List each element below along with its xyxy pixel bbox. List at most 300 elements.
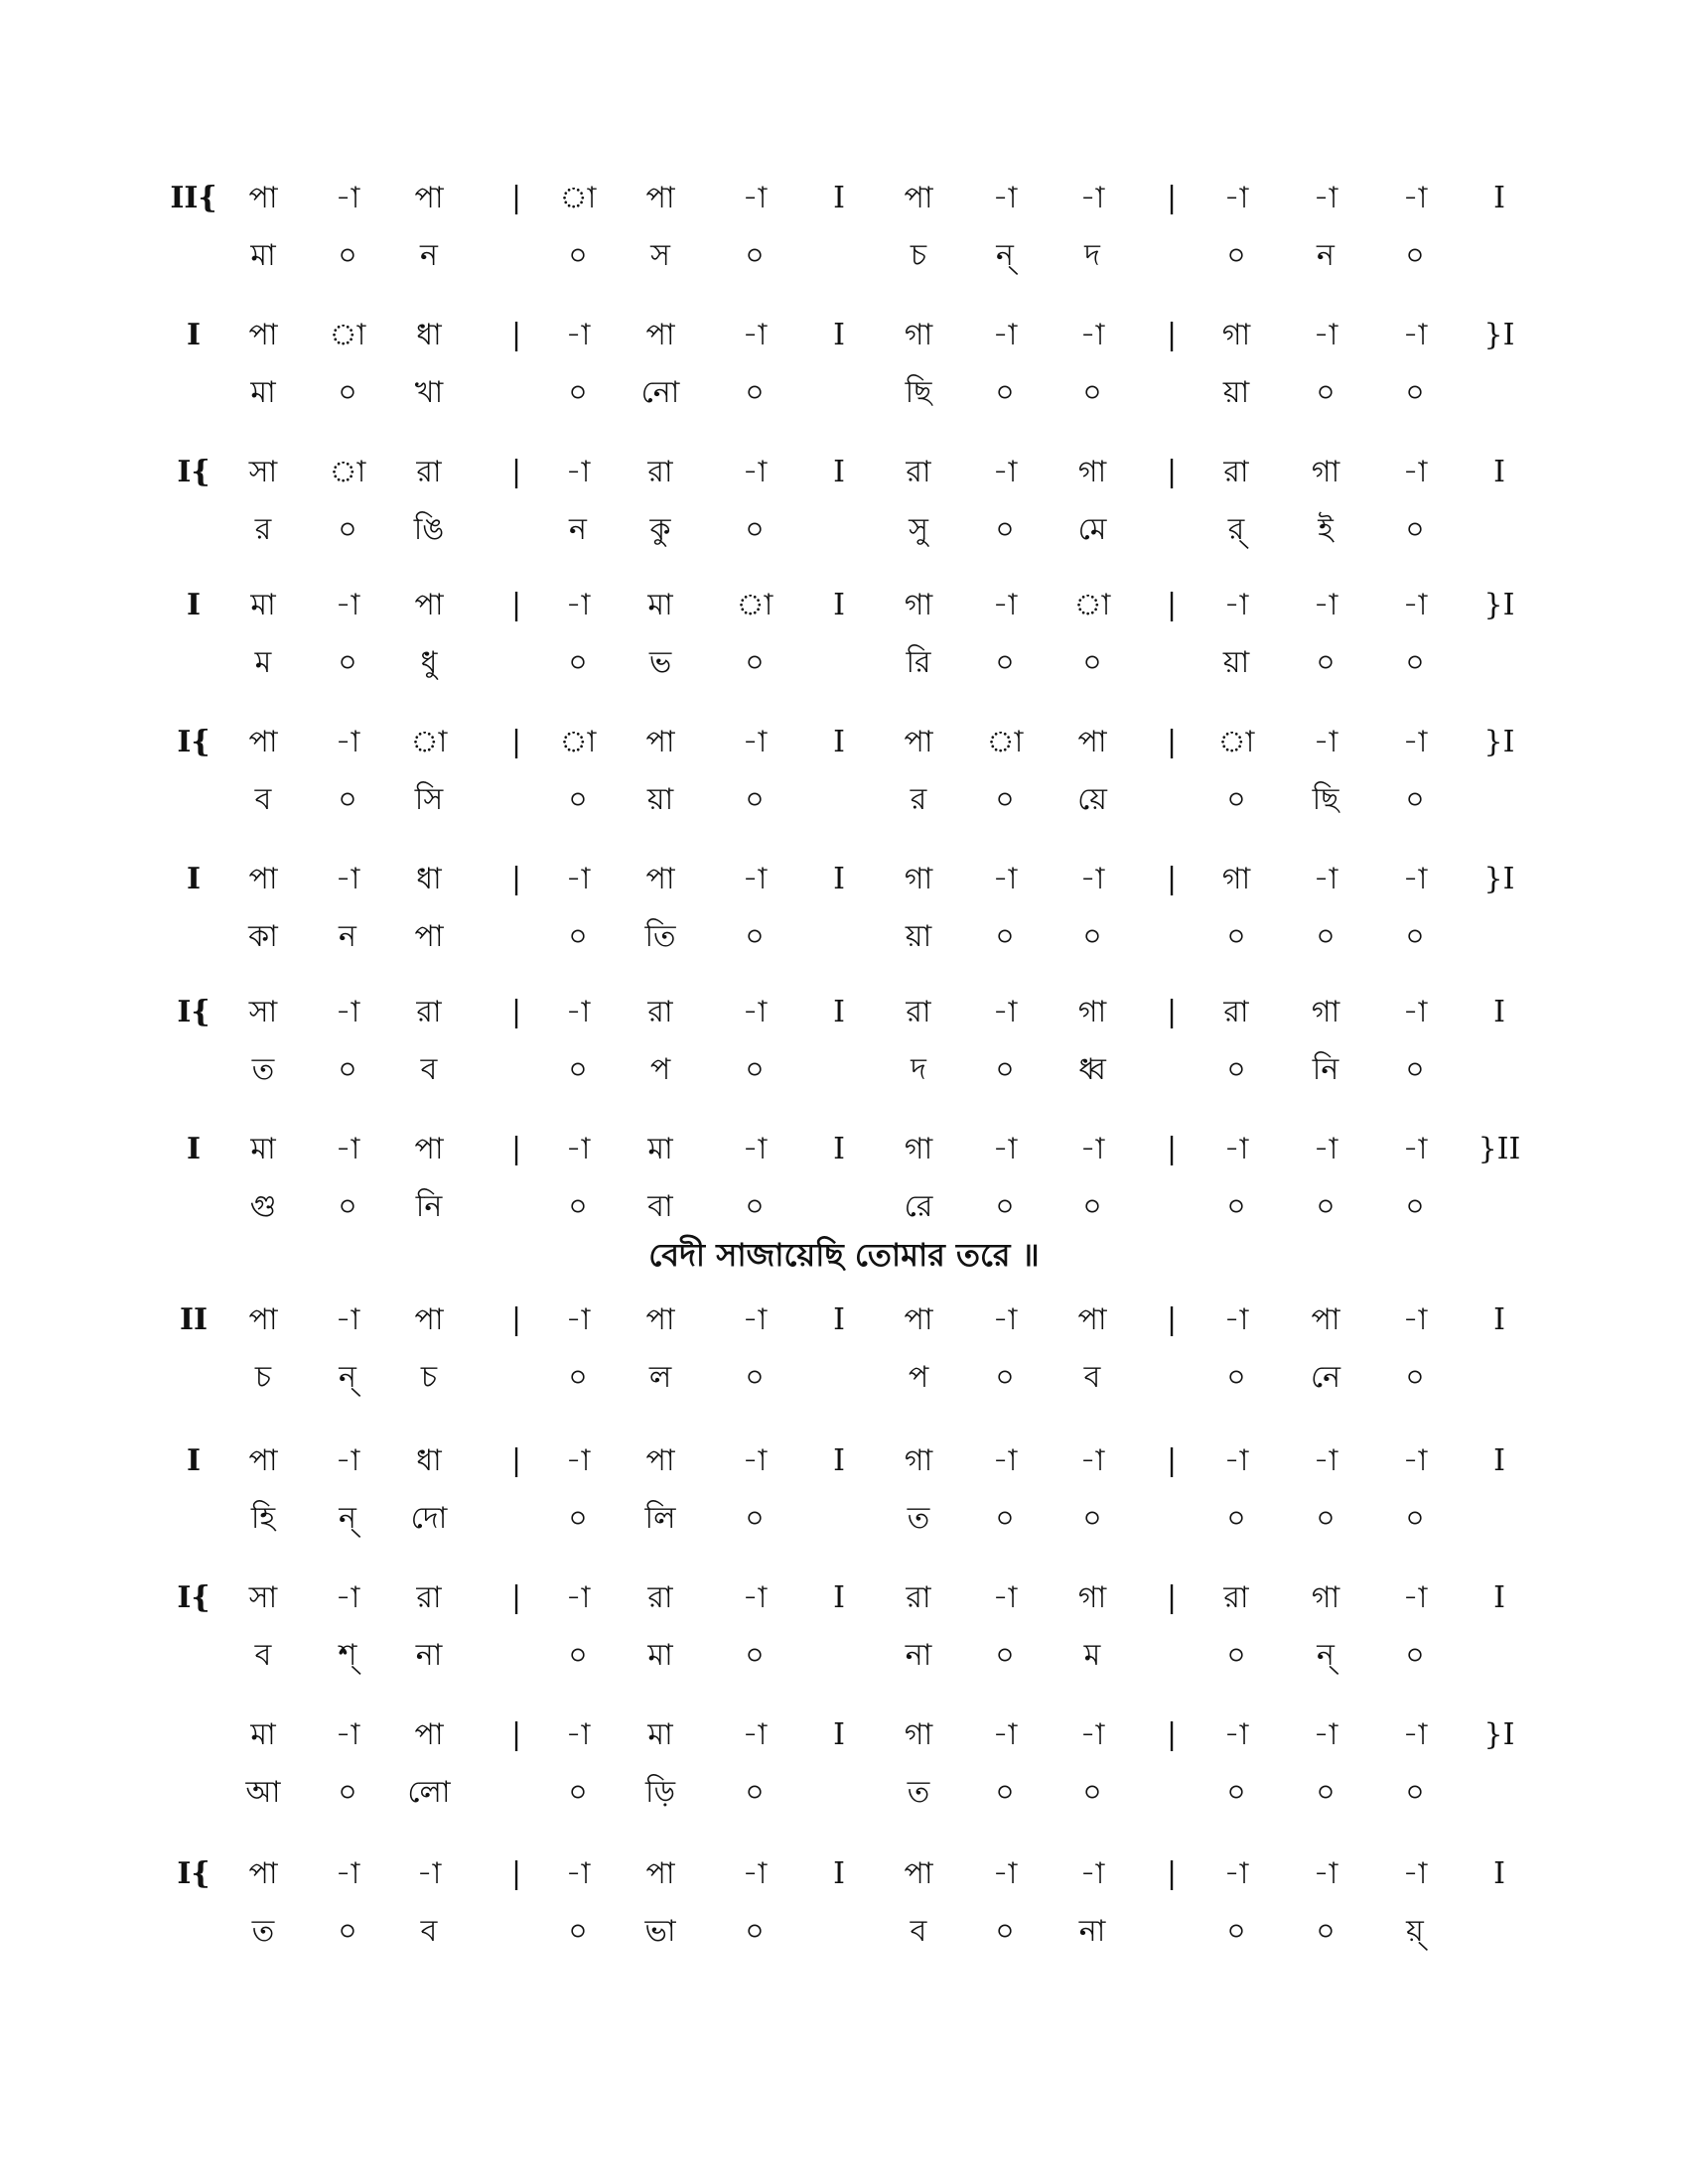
swara-note: -া (1313, 725, 1338, 759)
swara-note: পা (248, 862, 278, 896)
swara-note: -া (992, 1132, 1018, 1166)
lyric-syllable: ০ (1316, 1914, 1336, 1949)
barline: | (1166, 1302, 1178, 1337)
lyric-syllable: ০ (568, 1189, 588, 1224)
swara-note: -া (335, 862, 360, 896)
start-barline: I (186, 318, 202, 352)
swara-note: -া (565, 455, 591, 489)
lyric-syllable: ০ (995, 919, 1015, 954)
swara-note: া (410, 725, 448, 759)
lyric-syllable: ০ (1226, 1638, 1246, 1673)
lyric-syllable: মে (1077, 512, 1107, 547)
lyric-syllable: ব (254, 782, 272, 817)
swara-note: -া (1402, 1717, 1428, 1752)
swara-note: পা (645, 1302, 675, 1337)
barline: | (510, 1302, 522, 1337)
lyric-syllable: ০ (568, 919, 588, 954)
swara-note: -া (1223, 588, 1249, 622)
barline: | (1166, 1717, 1178, 1752)
lyric-syllable: ০ (568, 1638, 588, 1673)
swara-note: -া (1223, 1443, 1249, 1478)
swara-note: -া (565, 1856, 591, 1891)
swara-note: -া (335, 181, 360, 215)
swara-note: -া (1079, 862, 1105, 896)
start-barline: II (179, 1302, 209, 1337)
swara-note: গা (904, 862, 933, 896)
swara-note: রা (647, 995, 673, 1029)
notation-system (0, 586, 1688, 715)
swara-note: গা (1077, 455, 1107, 489)
swara-note: গা (904, 1717, 933, 1752)
swara-note: -া (992, 1580, 1018, 1615)
swara-note: পা (414, 1717, 444, 1752)
end-barline: }I (1483, 725, 1515, 759)
lyric-syllable: ০ (1405, 1775, 1425, 1810)
lyric-syllable: রি (906, 645, 931, 680)
lyric-syllable: ০ (995, 645, 1015, 680)
swara-note: রা (416, 455, 442, 489)
swara-note: মা (250, 1132, 276, 1166)
swara-note: -া (742, 455, 768, 489)
swara-note: -া (1313, 862, 1338, 896)
lyric-syllable: ০ (745, 238, 765, 273)
swara-note: মা (647, 1132, 673, 1166)
lyric-syllable: প (649, 1052, 671, 1087)
swara-note: গা (904, 1132, 933, 1166)
lyric-syllable: ০ (338, 782, 357, 817)
lyric-syllable: ০ (745, 512, 765, 547)
lyric-syllable: ০ (995, 375, 1015, 410)
barline: | (510, 1856, 522, 1891)
swara-note: -া (1402, 1443, 1428, 1478)
lyric-syllable: নি (415, 1189, 443, 1224)
notation-system (0, 993, 1688, 1122)
lyric-syllable: ০ (1405, 512, 1425, 547)
swara-note: গা (904, 1443, 933, 1478)
lyric-syllable: ০ (1405, 1189, 1425, 1224)
notation-system (0, 1441, 1688, 1570)
swara-note: -া (992, 455, 1018, 489)
swara-note: -া (1402, 1302, 1428, 1337)
swara-note: পা (645, 725, 675, 759)
lyric-syllable: ০ (338, 1914, 357, 1949)
lyric-syllable: বা (647, 1189, 673, 1224)
lyric-syllable: ০ (995, 1360, 1015, 1395)
lyric-syllable: ০ (338, 1775, 357, 1810)
lyric-syllable: ০ (745, 375, 765, 410)
start-barline: I (186, 1443, 202, 1478)
lyric-syllable: ন (420, 238, 438, 273)
barline: | (510, 455, 522, 489)
lyric-syllable: ০ (995, 782, 1015, 817)
barline: | (1166, 1443, 1178, 1478)
lyric-syllable: ০ (1082, 1501, 1102, 1536)
lyric-syllable: ০ (1226, 1052, 1246, 1087)
lyric-syllable: র্ (1227, 512, 1245, 547)
lyric-syllable: ন্ (339, 1501, 356, 1536)
swara-note: -া (1223, 1132, 1249, 1166)
lyric-syllable: না (1078, 1914, 1106, 1949)
swara-note: -া (335, 725, 360, 759)
lyric-syllable: ধ্ব (1078, 1052, 1106, 1087)
swara-note: পা (645, 318, 675, 352)
lyric-syllable: নে (1310, 1360, 1341, 1395)
lyric-syllable: ০ (995, 1775, 1015, 1810)
barline: | (510, 995, 522, 1029)
swara-note: -া (742, 1302, 768, 1337)
swara-note: া (559, 725, 597, 759)
swara-note: ধা (416, 1443, 442, 1478)
swara-note: -া (742, 995, 768, 1029)
swara-note: -া (1402, 588, 1428, 622)
lyric-syllable: ০ (338, 1189, 357, 1224)
swara-note: ধা (416, 862, 442, 896)
barline: I (833, 862, 845, 896)
notation-system (0, 1130, 1688, 1259)
end-barline: }I (1483, 588, 1515, 622)
swara-note: -া (1402, 455, 1428, 489)
lyric-syllable: ০ (1082, 1775, 1102, 1810)
swara-note: রা (647, 1580, 673, 1615)
swara-note: -া (565, 995, 591, 1029)
swara-note: -া (1313, 588, 1338, 622)
barline: | (510, 1580, 522, 1615)
lyric-syllable: ন (1317, 238, 1335, 273)
barline: | (1166, 1856, 1178, 1891)
swara-note: -া (1079, 1443, 1105, 1478)
swara-note: -া (992, 318, 1018, 352)
swara-note: া (1073, 588, 1111, 622)
barline: I (833, 1717, 845, 1752)
swara-note: রা (1223, 995, 1249, 1029)
swara-note: -া (1313, 318, 1338, 352)
lyric-syllable: ০ (568, 645, 588, 680)
swara-note: -া (992, 588, 1018, 622)
lyric-syllable: য়া (905, 919, 932, 954)
swara-note: া (1217, 725, 1255, 759)
end-barline: I (1493, 1302, 1505, 1337)
lyric-syllable: ০ (568, 1914, 588, 1949)
lyric-syllable: পা (414, 919, 444, 954)
lyric-syllable: মা (250, 375, 276, 410)
lyric-syllable: লো (407, 1775, 451, 1810)
lyric-syllable: ০ (1226, 1501, 1246, 1536)
barline: | (1166, 995, 1178, 1029)
lyric-syllable: য়্ (1406, 1914, 1424, 1949)
lyric-syllable: গু (249, 1189, 277, 1224)
end-barline: I (1493, 995, 1505, 1029)
lyric-syllable: না (905, 1638, 932, 1673)
lyric-syllable: ড়ি (644, 1775, 675, 1810)
swara-note: মা (250, 1717, 276, 1752)
swara-note: -া (742, 862, 768, 896)
lyric-syllable: নি (1312, 1052, 1339, 1087)
lyric-syllable: ০ (1082, 919, 1102, 954)
lyric-syllable: য়ে (1077, 782, 1107, 817)
swara-note: -া (335, 1302, 360, 1337)
swara-note: পা (248, 1443, 278, 1478)
lyric-syllable: ০ (568, 1052, 588, 1087)
lyric-syllable: ০ (745, 1501, 765, 1536)
lyric-syllable: ০ (745, 919, 765, 954)
swara-note: -া (1313, 1132, 1338, 1166)
swara-note: -া (565, 318, 591, 352)
barline: I (833, 725, 845, 759)
swara-note: রা (906, 995, 931, 1029)
lyric-syllable: ত (251, 1052, 275, 1087)
lyric-syllable: স (650, 238, 670, 273)
swara-note: পা (645, 862, 675, 896)
barline: | (510, 1717, 522, 1752)
swara-note: পা (645, 1443, 675, 1478)
swara-note: রা (416, 1580, 442, 1615)
lyric-syllable: ০ (1405, 919, 1425, 954)
swara-note: -া (1402, 1856, 1428, 1891)
start-barline: I{ (177, 995, 211, 1029)
swara-note: পা (414, 181, 444, 215)
lyric-syllable: ভ (648, 645, 672, 680)
lyric-syllable: ০ (1226, 1914, 1246, 1949)
swara-note: পা (414, 1302, 444, 1337)
lyric-syllable: ল (648, 1360, 672, 1395)
barline: | (510, 318, 522, 352)
notation-system (0, 1715, 1688, 1844)
lyric-syllable: দ (1084, 238, 1100, 273)
swara-note: -া (992, 1717, 1018, 1752)
swara-note: -া (565, 862, 591, 896)
lyric-syllable: ন (569, 512, 587, 547)
swara-note: -া (335, 1856, 360, 1891)
swara-note: -া (742, 318, 768, 352)
lyric-syllable: ০ (338, 512, 357, 547)
lyric-syllable: ০ (1316, 1775, 1336, 1810)
lyric-syllable: ০ (745, 1189, 765, 1224)
swara-note: পা (248, 181, 278, 215)
swara-note: -া (742, 181, 768, 215)
lyric-syllable: ০ (1316, 1501, 1336, 1536)
lyric-syllable: ০ (338, 238, 357, 273)
lyric-syllable: ত (907, 1775, 930, 1810)
lyric-syllable: সি (414, 782, 444, 817)
barline: | (1166, 588, 1178, 622)
lyric-syllable: ০ (1405, 782, 1425, 817)
notation-system (0, 723, 1688, 852)
swara-note: সা (248, 1580, 278, 1615)
lyric-syllable: ০ (1405, 645, 1425, 680)
notation-system (0, 453, 1688, 582)
barline: | (510, 181, 522, 215)
lyric-syllable: ন্ (339, 1360, 356, 1395)
lyric-syllable: ন (339, 919, 356, 954)
end-barline: I (1493, 1443, 1505, 1478)
lyric-syllable: ভা (644, 1914, 676, 1949)
lyric-syllable: ০ (338, 375, 357, 410)
start-barline: I (186, 1132, 202, 1166)
lyric-syllable: ০ (568, 238, 588, 273)
lyric-syllable: দো (410, 1501, 448, 1536)
lyric-syllable: র (910, 782, 927, 817)
swara-note: পা (248, 725, 278, 759)
swara-note: পা (904, 725, 933, 759)
barline: I (833, 455, 845, 489)
end-barline: }I (1483, 1717, 1515, 1752)
lyric-syllable: ম (1083, 1638, 1101, 1673)
swara-note: া (986, 725, 1024, 759)
notation-system (0, 1854, 1688, 1983)
swara-note: রা (416, 995, 442, 1029)
barline: I (833, 1132, 845, 1166)
swara-note: গা (1077, 1580, 1107, 1615)
lyric-syllable: ছি (905, 375, 932, 410)
lyric-syllable: সু (909, 512, 928, 547)
lyric-syllable: ধু (420, 645, 438, 680)
swara-note: -া (992, 1856, 1018, 1891)
swara-note: -া (416, 1856, 442, 1891)
lyric-syllable: কু (649, 512, 671, 547)
swara-note: া (329, 318, 366, 352)
swara-note: া (329, 455, 366, 489)
swara-note: -া (565, 1132, 591, 1166)
swara-note: -া (992, 1443, 1018, 1478)
lyric-syllable: আ (245, 1775, 281, 1810)
lyric-syllable: খা (414, 375, 444, 410)
notation-system (0, 860, 1688, 989)
swara-note: -া (1402, 181, 1428, 215)
swara-note: -া (335, 1443, 360, 1478)
end-barline: I (1493, 1856, 1505, 1891)
lyric-syllable: ন্ (996, 238, 1014, 273)
lyric-syllable: ০ (995, 1914, 1015, 1949)
notation-system (0, 1578, 1688, 1707)
swara-note: -া (1079, 181, 1105, 215)
lyric-syllable: হি (250, 1501, 276, 1536)
start-barline: I{ (177, 725, 211, 759)
barline: I (833, 1302, 845, 1337)
swara-note: পা (1077, 725, 1107, 759)
swara-note: পা (645, 1856, 675, 1891)
lyric-syllable: ০ (1405, 1360, 1425, 1395)
lyric-syllable: চ (910, 238, 927, 273)
lyric-syllable: ০ (338, 645, 357, 680)
end-barline: }I (1483, 318, 1515, 352)
swara-note: -া (742, 725, 768, 759)
lyric-syllable: ন্ (1317, 1638, 1335, 1673)
lyric-syllable: ০ (568, 1775, 588, 1810)
swara-note: -া (335, 995, 360, 1029)
lyric-syllable: ০ (1226, 919, 1246, 954)
lyric-syllable: ০ (1405, 1501, 1425, 1536)
lyric-syllable: প (908, 1360, 929, 1395)
swara-note: -া (1079, 1717, 1105, 1752)
lyric-syllable: ০ (745, 1052, 765, 1087)
swara-note: গা (1311, 995, 1340, 1029)
lyric-syllable: না (415, 1638, 443, 1673)
swara-note: -া (742, 1717, 768, 1752)
swara-note: পা (414, 588, 444, 622)
barline: | (510, 1132, 522, 1166)
swara-note: গা (904, 318, 933, 352)
swara-note: পা (248, 318, 278, 352)
swara-note: -া (1402, 1580, 1428, 1615)
lyric-syllable: ০ (995, 1638, 1015, 1673)
barline: I (833, 588, 845, 622)
swara-note: গা (1221, 862, 1251, 896)
lyric-syllable: লি (644, 1501, 676, 1536)
swara-note: -া (1079, 318, 1105, 352)
lyric-syllable: কা (248, 919, 278, 954)
swara-note: -া (565, 1443, 591, 1478)
swara-note: -া (335, 1132, 360, 1166)
lyric-syllable: ০ (1226, 1775, 1246, 1810)
lyric-syllable: ০ (1405, 375, 1425, 410)
swara-note: পা (1077, 1302, 1107, 1337)
lyric-syllable: ০ (1316, 645, 1336, 680)
lyric-syllable: ০ (568, 1360, 588, 1395)
lyric-syllable: চ (420, 1360, 438, 1395)
lyric-syllable: ০ (568, 782, 588, 817)
lyric-syllable: ০ (995, 1189, 1015, 1224)
lyric-syllable: রে (904, 1189, 933, 1224)
swara-note: -া (1313, 1856, 1338, 1891)
swara-note: রা (1223, 455, 1249, 489)
lyric-syllable: ০ (995, 1501, 1015, 1536)
end-barline: I (1493, 181, 1505, 215)
notation-system (0, 179, 1688, 308)
lyric-syllable: ০ (568, 375, 588, 410)
swara-note: -া (742, 1856, 768, 1891)
swara-note: া (559, 181, 597, 215)
lyric-syllable: ০ (995, 1052, 1015, 1087)
swara-note: -া (1402, 995, 1428, 1029)
lyric-syllable: ০ (1226, 1360, 1246, 1395)
lyric-syllable: র (254, 512, 272, 547)
swara-note: রা (906, 1580, 931, 1615)
barline: | (1166, 181, 1178, 215)
lyric-syllable: য়া (1222, 375, 1250, 410)
barline: | (1166, 318, 1178, 352)
notation-system (0, 316, 1688, 445)
swara-note: -া (1402, 725, 1428, 759)
swara-note: -া (565, 588, 591, 622)
barline: | (510, 725, 522, 759)
swara-note: -া (565, 1302, 591, 1337)
lyric-syllable: ০ (1316, 375, 1336, 410)
swara-note: -া (1223, 1856, 1249, 1891)
start-barline: I{ (177, 1580, 211, 1615)
lyric-syllable: ০ (1316, 1189, 1336, 1224)
lyric-syllable: ০ (1316, 919, 1336, 954)
start-barline: I{ (177, 1856, 211, 1891)
swara-note: পা (904, 1856, 933, 1891)
lyric-syllable: ০ (338, 1052, 357, 1087)
barline: I (833, 995, 845, 1029)
end-barline: I (1493, 455, 1505, 489)
start-barline: I (186, 588, 202, 622)
lyric-syllable: য়া (646, 782, 674, 817)
swara-note: -া (1223, 1717, 1249, 1752)
lyric-syllable: ব (420, 1052, 438, 1087)
lyric-syllable: ০ (568, 1501, 588, 1536)
barline: | (1166, 1580, 1178, 1615)
swara-note: -া (1223, 1302, 1249, 1337)
lyric-syllable: ব (1083, 1360, 1101, 1395)
swara-note: গা (1311, 455, 1340, 489)
swara-note: -া (1079, 1132, 1105, 1166)
lyric-syllable: ০ (1082, 645, 1102, 680)
swara-note: -া (992, 995, 1018, 1029)
lyric-syllable: ০ (745, 645, 765, 680)
lyric-syllable: ০ (745, 1360, 765, 1395)
